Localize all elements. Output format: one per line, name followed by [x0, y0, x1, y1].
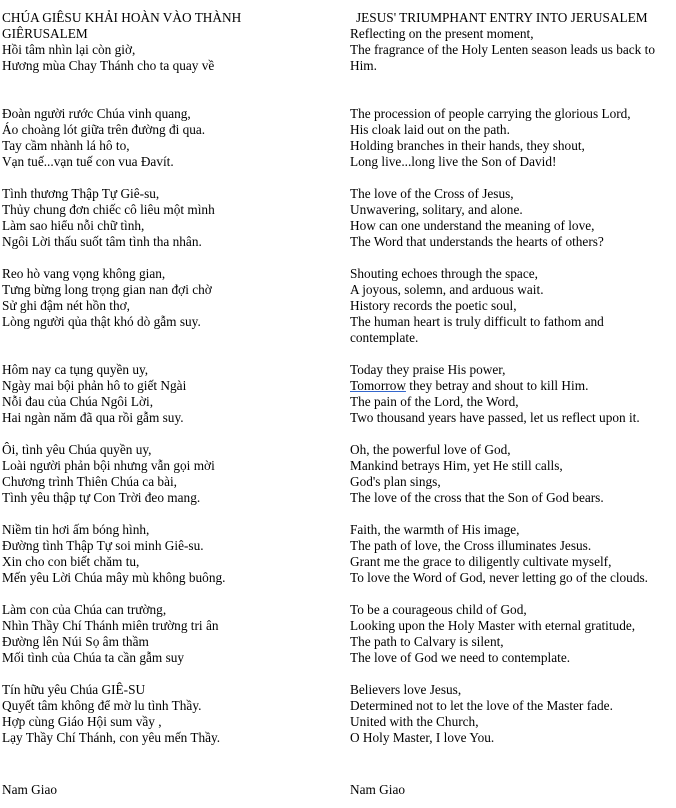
- verse-line-rest: they betray and shout to kill Him.: [405, 378, 589, 393]
- verse-line: Hợp cùng Giáo Hội sum vầy ,: [2, 714, 162, 729]
- verse-line: Lạy Thầy Chí Thánh, con yêu mến Thầy.: [2, 730, 221, 745]
- verse-line: Grant me the grace to diligently cultivate myself,: [350, 554, 612, 569]
- verse-line: Tình thương Thập Tự Giê-su,: [2, 186, 160, 201]
- verse-line: Tín hữu yêu Chúa GIÊ-SU: [2, 682, 146, 697]
- intro-line: Reflecting on the present moment,: [350, 26, 534, 41]
- verse-line: Thủy chung đơn chiếc cô liêu một mình: [2, 202, 215, 217]
- verse-line: The human heart is truly difficult to fathom and: [350, 314, 604, 329]
- verse-line: Shouting echoes through the space,: [350, 266, 538, 281]
- verse-line: The love of the cross that the Son of God bears.: [350, 490, 604, 505]
- verse-line: contemplate.: [350, 330, 419, 345]
- verse-line: His cloak laid out on the path.: [350, 122, 510, 137]
- verse-line: The path of love, the Cross illuminates Jesus.: [350, 538, 592, 553]
- verse-line: Tưng bừng long trọng gian nan đợi chờ: [2, 282, 212, 297]
- intro-line: The fragrance of the Holy Lenten season leads us back to: [350, 42, 655, 57]
- verse-line: Unwavering, solitary, and alone.: [350, 202, 523, 217]
- verse-line: O Holy Master, I love You.: [350, 730, 495, 745]
- intro-line: Hương mùa Chay Thánh cho ta quay về: [2, 58, 215, 73]
- verse-line: Mến yêu Lời Chúa mây mù không buông.: [2, 570, 226, 585]
- verse-line: Lòng người qủa thật khó dò gẫm suy.: [2, 314, 201, 329]
- verse-line: Today they praise His power,: [350, 362, 506, 377]
- verse-line: Nhìn Thầy Chí Thánh miên trường tri ân: [2, 618, 219, 633]
- verse-line: Oh, the powerful love of God,: [350, 442, 511, 457]
- verse-line: The Word that understands the hearts of others?: [350, 234, 604, 249]
- verse-line: Determined not to let the love of the Master fade.: [350, 698, 613, 713]
- verse-line: Ôi, tình yêu Chúa quyền uy,: [2, 442, 152, 457]
- verse-line: The pain of the Lord, the Word,: [350, 394, 519, 409]
- verse-line: Hôm nay ca tụng quyền uy,: [2, 362, 149, 377]
- verse-line: Holding branches in their hands, they shout,: [350, 138, 585, 153]
- verse-line: Sử ghi đậm nét hồn thơ,: [2, 298, 130, 313]
- verse-line: Two thousand years have passed, let us reflect upon it.: [350, 410, 640, 425]
- verse-line: United with the Church,: [350, 714, 479, 729]
- verse-line: How can one understand the meaning of love,: [350, 218, 595, 233]
- verse-line: Long live...long live the Son of David!: [350, 154, 557, 169]
- verse-line: History records the poetic soul,: [350, 298, 517, 313]
- verse-line: Đoàn người rước Chúa vinh quang,: [2, 106, 191, 121]
- verse-line: A joyous, solemn, and arduous wait.: [350, 282, 544, 297]
- poem-title-en: JESUS' TRIUMPHANT ENTRY INTO JERUSALEM: [356, 10, 648, 25]
- underlined-word: Tomorrow: [350, 378, 406, 393]
- verse-line: The love of the Cross of Jesus,: [350, 186, 514, 201]
- verse-line: Faith, the warmth of His image,: [350, 522, 520, 537]
- verse-line: To love the Word of God, never letting go of the clouds.: [350, 570, 648, 585]
- vietnamese-column: [2, 10, 332, 746]
- verse-line: God's plan sings,: [350, 474, 441, 489]
- verse-line: Looking upon the Holy Master with eternal gratitude,: [350, 618, 636, 633]
- verse-line: The path to Calvary is silent,: [350, 634, 504, 649]
- verse-line: Làm con của Chúa can trường,: [2, 602, 167, 617]
- verse-line: Nỗi đau của Chúa Ngôi Lời,: [2, 394, 154, 409]
- verse-line: Đường tình Thập Tự soi minh Giê-su.: [2, 538, 204, 553]
- verse-line: Chương trình Thiên Chúa ca bài,: [2, 474, 178, 489]
- verse-line: Niềm tin hơi ấm bóng hình,: [2, 522, 150, 537]
- verse-line: Làm sao hiểu nỗi chữ tình,: [2, 218, 145, 233]
- verse-line: Đường lên Núi Sọ âm thầm: [2, 634, 149, 649]
- poem-title-vi-cont: GIÊRUSALEM: [2, 26, 88, 41]
- verse-line: Believers love Jesus,: [350, 682, 462, 697]
- author-signature-en: Nam Giao: [350, 782, 406, 797]
- verse-line: Tay cầm nhành lá hô to,: [2, 138, 130, 153]
- english-column: [350, 10, 676, 746]
- verse-line: Quyết tâm không để mờ lu tình Thầy.: [2, 698, 202, 713]
- verse-line: Áo choàng lót giữa trên đường đi qua.: [2, 122, 206, 137]
- verse-line: The procession of people carrying the glorious Lord,: [350, 106, 631, 121]
- verse-line: The love of God we need to contemplate.: [350, 650, 571, 665]
- verse-line: Mối tình của Chúa ta cần gẫm suy: [2, 650, 185, 665]
- verse-line: To be a courageous child of God,: [350, 602, 527, 617]
- intro-line: Him.: [350, 58, 377, 73]
- verse-line: Loài người phản bội nhưng vẫn gọi mời: [2, 458, 215, 473]
- intro-line: Hồi tâm nhìn lại còn giờ,: [2, 42, 136, 57]
- verse-line: Mankind betrays Him, yet He still calls,: [350, 458, 563, 473]
- poem-title-vi: CHÚA GIÊSU KHẢI HOÀN VÀO THÀNH: [2, 10, 242, 25]
- verse-line: Vạn tuế...vạn tuế con vua Đavít.: [2, 154, 174, 169]
- verse-line: Hai ngàn năm đã qua rồi gẫm suy.: [2, 410, 184, 425]
- author-signature-vi: Nam Giao: [2, 782, 58, 797]
- verse-line-tomorrow: [350, 378, 676, 394]
- verse-line: Tình yêu thập tự Con Trời đeo mang.: [2, 490, 201, 505]
- verse-line: Ngày mai bội phản hô to giết Ngài: [2, 378, 187, 393]
- verse-line: Xin cho con biết chăm tu,: [2, 554, 140, 569]
- verse-line: Reo hò vang vọng không gian,: [2, 266, 166, 281]
- verse-line: Ngôi Lời thấu suốt tâm tình tha nhân.: [2, 234, 202, 249]
